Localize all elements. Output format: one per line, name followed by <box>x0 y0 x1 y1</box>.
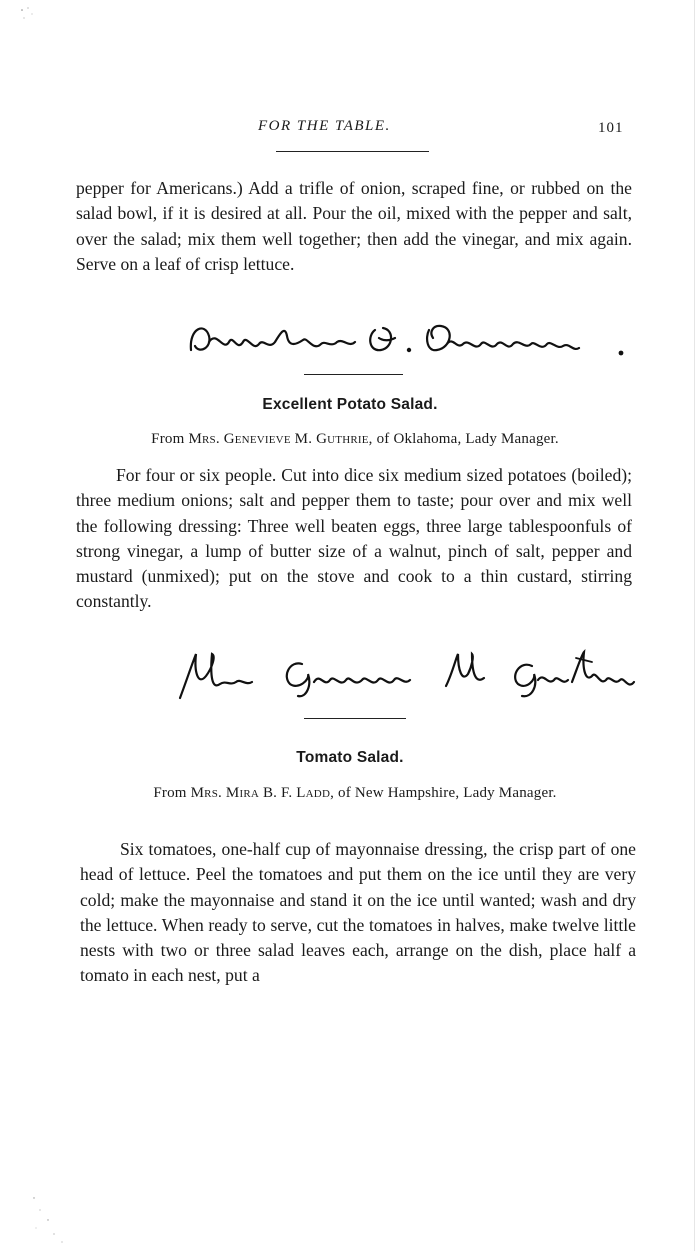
recipe-title-potato-salad: Excellent Potato Salad. <box>262 396 438 413</box>
attribution-from: From <box>151 431 185 447</box>
recipe-attribution-tomato-salad <box>110 783 600 804</box>
recipe-title-tomato-salad: Tomato Salad. <box>296 749 404 766</box>
recipe-body-tomato-salad: Six tomatoes, one-half cup of mayonnaise dressing, the crisp part of one head of lettuce. Peel the tomatoes and put them on the ice until they are very cold; make the mayonnaise and stand it on the ice until wanted; wash and dry the lettuce. When ready to serve, cut the tomatoes in halves, make twelve little nests with two or three salad leaves each, arrange on the dish, place half a tomato in each nest, put a <box>80 839 636 986</box>
attribution-name: Mrs. Mira B. F. Ladd, <box>190 785 335 801</box>
section-rule-2 <box>304 718 406 719</box>
handwritten-signature-image <box>185 308 635 368</box>
running-title: FOR THE TABLE. <box>258 118 391 134</box>
continuation-paragraph: pepper for Americans.) Add a trifle of onion, scraped fine, or rubbed on the salad bowl, if it is desired at all. Pour the oil, mixed with the pepper and salt, over the salad; mix them well together; then add the vinegar, and mix again. Serve on a leaf of crisp lettuce. <box>76 178 632 274</box>
recipe-attribution-potato-salad <box>60 429 650 450</box>
signature-genevieve-guthrie <box>172 646 642 706</box>
scan-specks-bottom <box>28 1190 78 1250</box>
page-number: 101 <box>598 120 624 136</box>
page-edge-line <box>694 0 695 1251</box>
header-rule <box>276 151 429 152</box>
attribution-rest: of Oklahoma, Lady Manager. <box>376 431 559 447</box>
scan-specks-top <box>18 4 48 28</box>
handwritten-signature-image <box>172 646 642 706</box>
recipe-body-potato-salad: For four or six people. Cut into dice six medium sized potatoes (boiled); three medium onions; salt and pepper them to taste; pour over and mix well the following dressing: Three well beaten eggs, three large tablespoonfuls of strong vinegar, a lump of butter size of a walnut, pinch of salt, pepper and mustard (unmixed); put on the stove and cook to a thin custard, stirring constantly. <box>76 465 632 612</box>
section-rule-1 <box>304 374 403 375</box>
attribution-name: Mrs. Genevieve M. Guthrie, <box>188 431 373 447</box>
attribution-rest: of New Hampshire, Lady Manager. <box>338 785 557 801</box>
attribution-from: From <box>153 785 187 801</box>
signature-caroline-dennis <box>185 308 635 368</box>
